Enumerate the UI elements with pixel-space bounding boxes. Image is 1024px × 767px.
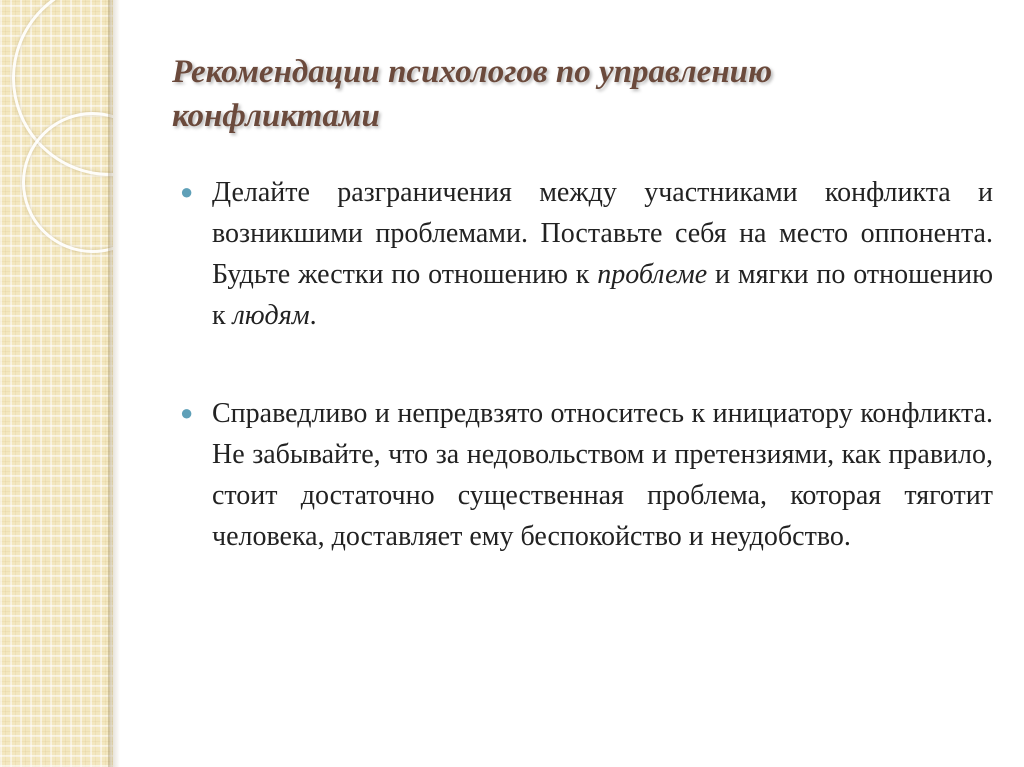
decorative-left-panel — [0, 0, 113, 767]
bullet-list — [180, 172, 993, 557]
bullet-text-1 — [212, 172, 993, 336]
bullet-1-text-part3: . — [309, 300, 317, 331]
bullet-1-emphasis-people: людям — [232, 300, 310, 331]
dot-bullet-icon: ● — [180, 400, 194, 425]
bullet-item-1 — [180, 172, 993, 336]
bullet-1-emphasis-problem: проблеме — [597, 259, 708, 290]
bullet-1-text-part1: Делайте разграничения между участниками конфликта и возникшими проблемами. Поставьте себя на место оппонента. Будьте жестки по отношению к — [212, 177, 993, 290]
bullet-item-2 — [180, 393, 993, 557]
panel-edge-shadow — [108, 0, 120, 767]
slide-title — [172, 50, 992, 138]
bullet-1-text-part2: и мягки по отношению к — [212, 259, 993, 331]
slide-title-line1: Рекомендации психологов по управлению — [172, 54, 773, 90]
bullet-text-2: Справедливо и непредвзято относитесь к инициатору конфликта. Не забывайте, что за недовольством и претензиями, как правило, стоит достаточно существенная проблема, которая тяготит человека, доставляет ему беспокойство и неудобство. — [212, 398, 993, 552]
slide-title-line2: конфликтами — [172, 98, 380, 134]
dot-bullet-icon: ● — [180, 179, 194, 204]
